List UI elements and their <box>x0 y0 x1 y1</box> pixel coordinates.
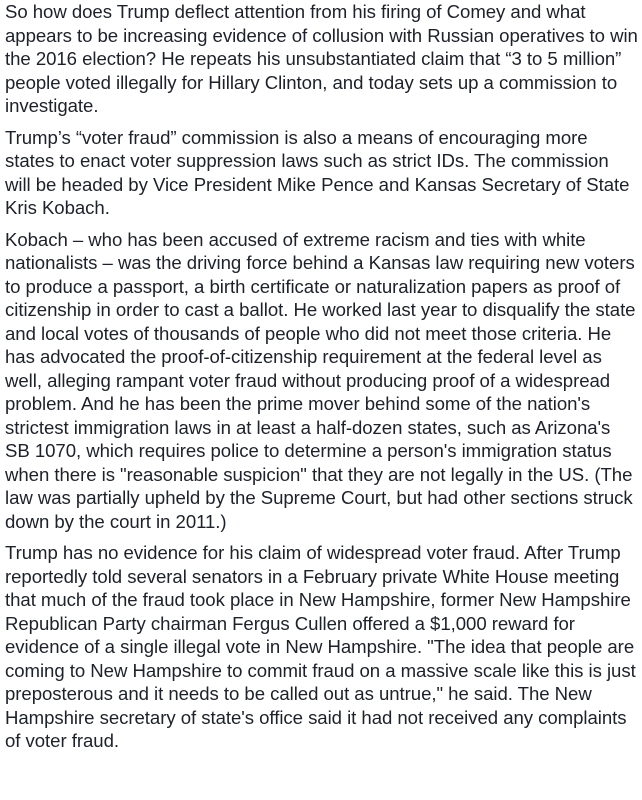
paragraph-1: So how does Trump deflect attention from his firing of Comey and what appears to be increasing evidence of collusion with Russian operatives to win the 2016 election? He repeats his unsubstantiated claim that “3 to 5 million” people voted illegally for Hillary Clinton, and today sets up a commission to investigate. <box>5 1 638 116</box>
paragraph-2: Trump’s “voter fraud” commission is also a means of encouraging more states to enact voter suppression laws such as strict IDs. The commission will be headed by Vice President Mike Pence and Kansas Secretary of State Kris Kobach. <box>5 126 630 218</box>
paragraph-4: Trump has no evidence for his claim of widespread voter fraud. After Trump reportedly told several senators in a February private White House meeting that much of the fraud took place in New Hampshire, former New Hampshire Republican Party chairman Fergus Cullen offered a $1,000 reward for evidence of a single illegal vote in New Hampshire. "The idea that people are coming to New Hampshire to commit fraud on a massive scale like this is just preposterous and it needs to be called out as untrue," he said. The New Hampshire secretary of state's office said it had not received any complaints of voter fraud. <box>5 542 636 751</box>
paragraph-3: Kobach – who has been accused of extreme racism and ties with white nationalists – was the driving force behind a Kansas law requiring new voters to produce a passport, a birth certificate or naturalization papers as proof of citizenship in order to cast a ballot. He worked last year to disqualify the state and local votes of thousands of people who did not meet those criteria. He has advocated the proof-of-citizenship requirement at the federal level as well, alleging rampant voter fraud without producing proof of a widespread problem. And he has been the prime mover behind some of the nation's strictest immigration laws in at least a half-dozen states, such as Arizona's SB 1070, which requires police to determine a person's immigration status when there is "reasonable suspicion" that they are not legally in the US. (The law was partially upheld by the Supreme Court, but had other sections struck down by the court in 2011.) <box>5 228 636 532</box>
